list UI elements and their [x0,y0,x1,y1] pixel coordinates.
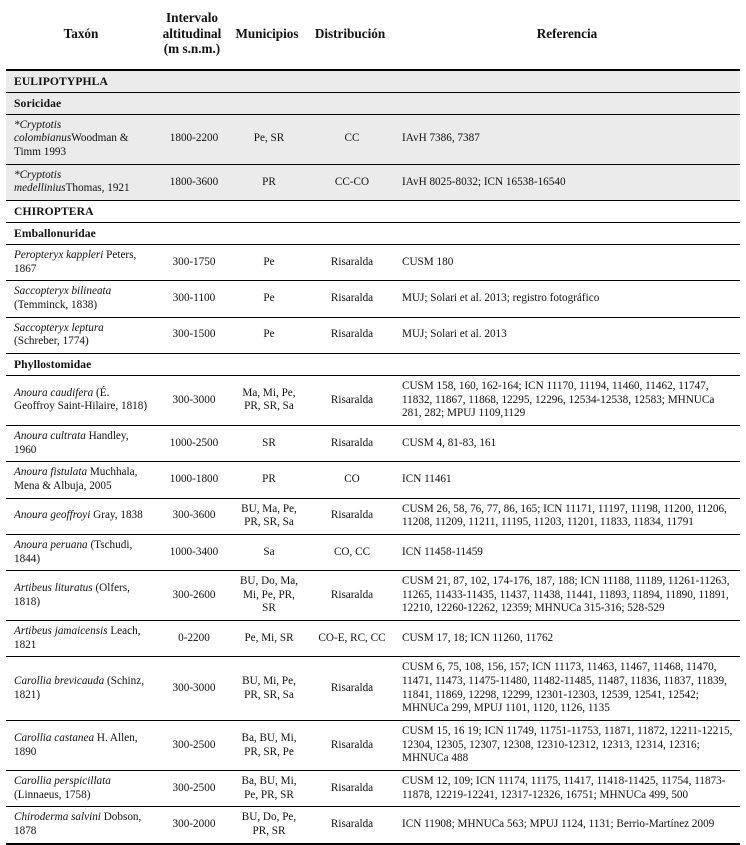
species-scientific-name: *Cryptotis medellinius [14,168,66,195]
table-row [6,721,740,771]
species-scientific-name: Anoura geoffroyi [14,509,91,522]
cell-distribucion: Risaralda [330,328,374,341]
cell-referencia: MUJ; Solari et al. 2013; registro fotográfico [402,292,600,305]
cell-municipios: BU, Do, Ma, Mi, Pe, PR, SR [239,575,299,615]
cell-taxon [6,245,156,281]
cell-municipios: Pe [263,292,275,305]
cell-referencia: CUSM 15, 16 19; ICN 11749, 11751-11753, 11871, 11872, 12211-12215, 12304, 12305, 12307, 12308, 12310-12312, 12313, 12314, 12316; MHNUCa 488 [402,725,733,765]
column-header-municipios: Municipios [235,25,299,41]
cell-altitudinal-range: 300-2500 [172,781,216,794]
table-body [6,70,740,844]
cell-referencia: IAvH 7386, 7387 [394,114,740,164]
cell-municipios: Sa [263,545,275,558]
species-authority: Thomas, 1921 [65,182,130,195]
species-scientific-name: Carollia castanea [14,731,95,744]
cell-taxon [6,281,156,317]
cell-referencia: CUSM 26, 58, 76, 77, 86, 165; ICN 11171, 11197, 11198, 11200, 11206, 11208, 11209, 11211, 11195, 11203, 11201, 11833, 11834, 11791 [402,502,727,529]
species-authority: (Schinz, 1821) [14,675,144,701]
cell-distribucion: CO [344,473,360,486]
cell-altitudinal-range: 1800-2200 [156,114,228,164]
table-row [6,657,740,721]
cell-municipios: Ba, BU, Mi, PR, SR, Pe [241,731,297,758]
species-authority: Leach, 1821 [14,625,141,651]
column-header-distribucion: Distribución [314,25,386,41]
species-authority: Muchhala, Mena & Albuja, 2005 [14,466,138,492]
cell-municipios: PR [262,473,276,486]
column-header-altitudinal-line1: Intervalo [165,10,218,25]
cell-municipios: SR [262,436,276,449]
species-authority: Peters, 1867 [14,249,137,275]
cell-referencia: CUSM 12, 109; ICN 11174, 11175, 11417, 11418-11425, 11754, 11873-11878, 12219-12241, 12317-12326, 16751; MHNUCa 499, 500 [402,775,726,801]
cell-distribucion: Risaralda [330,781,374,794]
column-header-altitudinal-line2: altitudinal [162,25,222,41]
table-row [6,571,740,621]
species-authority: (Olfers, 1818) [14,582,130,608]
table-row [6,462,740,498]
cell-municipios: Ma, Mi, Pe, PR, SR, Sa [242,386,296,413]
family-label: Soricidae [6,92,740,114]
cell-taxon [6,657,156,721]
cell-taxon [6,375,156,425]
cell-taxon [6,571,156,621]
cell-referencia: ICN 11908; MHNUCa 563; MPUJ 1124, 1131; Berrio-Martínez 2009 [402,818,715,831]
species-scientific-name: Artibeus jamaicensis [14,625,108,638]
species-scientific-name: Peropteryx kappleri [14,249,104,262]
cell-municipios: Pe [263,255,275,268]
species-scientific-name: Chiroderma salvini [14,811,101,824]
cell-altitudinal-range: 300-1750 [172,255,216,268]
species-scientific-name: Anoura cultrata [14,429,86,442]
species-authority: Handley, 1960 [14,429,129,456]
cell-taxon [6,498,156,534]
species-scientific-name: Anoura fistulata [14,466,88,479]
taxon-order-row [6,201,740,223]
cell-distribucion: Risaralda [330,681,374,694]
cell-distribucion: CC [306,114,394,164]
taxon-family-row [6,92,740,114]
species-scientific-name: *Cryptotis colombianus [14,118,72,145]
cell-altitudinal-range: 0-2200 [178,631,210,644]
order-label: CHIROPTERA [14,205,94,219]
table-row [6,375,740,425]
cell-distribucion: Risaralda [330,255,374,268]
species-authority: (Linnaeus, 1758) [14,788,91,801]
cell-distribucion: CC-CO [306,164,394,200]
cell-altitudinal-range: 1000-3400 [169,545,219,558]
cell-referencia: CUSM 6, 75, 108, 156, 157; ICN 11173, 11463, 11467, 11468, 11470, 11471, 11473, 11475-11480, 11482-11485, 11487, 11836, 11837, 11839, 11841, 11869, 12298, 12299, 12301-12303, 12539, 12541, 12542; MHNUCa 299, MPUJ 1101, 1120, 1126, 1135 [402,661,727,715]
column-header-altitudinal-line3: (m s.n.m.) [163,41,221,57]
cell-altitudinal-range: 1000-1800 [169,473,219,486]
species-authority: (É. Geoffroy Saint-Hilaire, 1818) [14,386,148,413]
table-row [6,114,740,164]
table-row [6,807,740,844]
cell-taxon [6,621,156,657]
species-authority: (Tschudi, 1844) [14,538,133,565]
species-table [6,0,740,845]
column-header-referencia: Referencia [536,25,598,41]
cell-altitudinal-range: 300-3000 [172,681,216,694]
cell-taxon [6,114,156,164]
cell-altitudinal-range: 300-2500 [172,738,216,751]
table-row [6,621,740,657]
table-row [6,425,740,461]
cell-distribucion: Risaralda [330,292,374,305]
family-label: Emballonuridae [14,227,96,241]
column-header-altitudinal [156,0,228,70]
cell-referencia: IAvH 8025-8032; ICN 16538-16540 [394,164,740,200]
cell-municipios: BU, Ma, Pe, PR, SR, Sa [241,502,297,529]
species-scientific-name: Saccopteryx leptura [14,321,104,334]
cell-altitudinal-range: 300-2000 [172,818,216,831]
cell-municipios: Pe, SR [228,114,306,164]
cell-altitudinal-range: 300-3000 [172,393,216,406]
table-row [6,281,740,317]
cell-altitudinal-range: 300-2600 [172,588,216,601]
table-row [6,498,740,534]
cell-altitudinal-range: 300-1500 [172,328,216,341]
species-scientific-name: Carollia perspicillata [14,775,111,788]
cell-referencia: CUSM 21, 87, 102, 174-176, 187, 188; ICN 11188, 11189, 11261-11263, 11265, 11433-11435, 11437, 11438, 11441, 11893, 11894, 11890, 11891, 12210, 12260-12262, 12359; MHNUCa 315-316; 528-529 [402,575,730,615]
cell-taxon [6,807,156,844]
species-scientific-name: Artibeus lituratus [14,582,93,594]
cell-municipios: Pe, Mi, SR [244,631,294,644]
cell-municipios: BU, Mi, Pe, PR, SR, Sa [242,675,296,701]
species-authority: Woodman & Timm 1993 [14,132,129,159]
cell-referencia: ICN 11458-11459 [402,545,483,558]
species-authority: Dobson, 1878 [14,811,142,838]
species-authority: (Temminck, 1838) [14,298,98,311]
table-row [6,245,740,281]
cell-referencia: CUSM 180 [402,255,454,268]
table-row [6,164,740,200]
cell-referencia: CUSM 4, 81-83, 161 [402,436,497,449]
table-header [6,0,740,70]
cell-distribucion: Risaralda [330,818,374,831]
cell-altitudinal-range: 300-3600 [172,509,216,522]
species-scientific-name: Anoura peruana [14,538,88,551]
taxon-family-row [6,353,740,375]
cell-distribucion: CO-E, RC, CC [318,631,386,644]
cell-municipios: BU, Do, Pe, PR, SR [241,811,297,838]
column-header-taxon: Taxón [63,25,99,41]
cell-taxon [6,164,156,200]
cell-taxon [6,771,156,807]
cell-referencia: MUJ; Solari et al. 2013 [402,328,507,341]
species-scientific-name: Saccopteryx bilineata [14,285,112,298]
cell-municipios: Pe [263,328,275,341]
cell-altitudinal-range: 300-1100 [172,292,216,305]
species-authority: H. Allen, 1890 [14,731,138,758]
cell-municipios: PR [228,164,306,200]
cell-distribucion: Risaralda [330,588,374,601]
cell-distribucion: Risaralda [330,509,374,522]
cell-distribucion: Risaralda [330,738,374,751]
table-row [6,317,740,353]
table-row [6,771,740,807]
cell-municipios: Ba, BU, Mi, Pe, PR, SR [241,775,297,801]
family-label: Phyllostomidae [14,357,92,371]
cell-taxon [6,425,156,461]
cell-distribucion: CO, CC [333,545,371,558]
species-scientific-name: Carollia brevicauda [14,675,105,688]
table-header-row [6,0,740,70]
cell-distribucion: Risaralda [330,393,374,406]
taxon-order-row [6,70,740,93]
table-row [6,534,740,570]
cell-referencia: CUSM 17, 18; ICN 11260, 11762 [402,631,554,644]
order-label: EULIPOTYPHLA [6,70,740,93]
cell-altitudinal-range: 1800-3600 [156,164,228,200]
cell-referencia: ICN 11461 [402,473,452,486]
cell-taxon [6,534,156,570]
cell-taxon [6,317,156,353]
cell-taxon [6,462,156,498]
cell-distribucion: Risaralda [330,436,374,449]
species-authority: (Schreber, 1774) [14,335,89,348]
cell-altitudinal-range: 1000-2500 [169,436,219,449]
species-authority: Gray, 1838 [90,509,143,522]
taxon-family-row [6,223,740,245]
cell-referencia: CUSM 158, 160, 162-164; ICN 11170, 11194, 11460, 11462, 11747, 11832, 11867, 11868, 12295, 12296, 12534-12538, 12583; MHNUCa 281, 282; MPUJ 1109,1129 [402,379,715,420]
species-scientific-name: Anoura caudifera [14,386,94,399]
cell-taxon [6,721,156,771]
